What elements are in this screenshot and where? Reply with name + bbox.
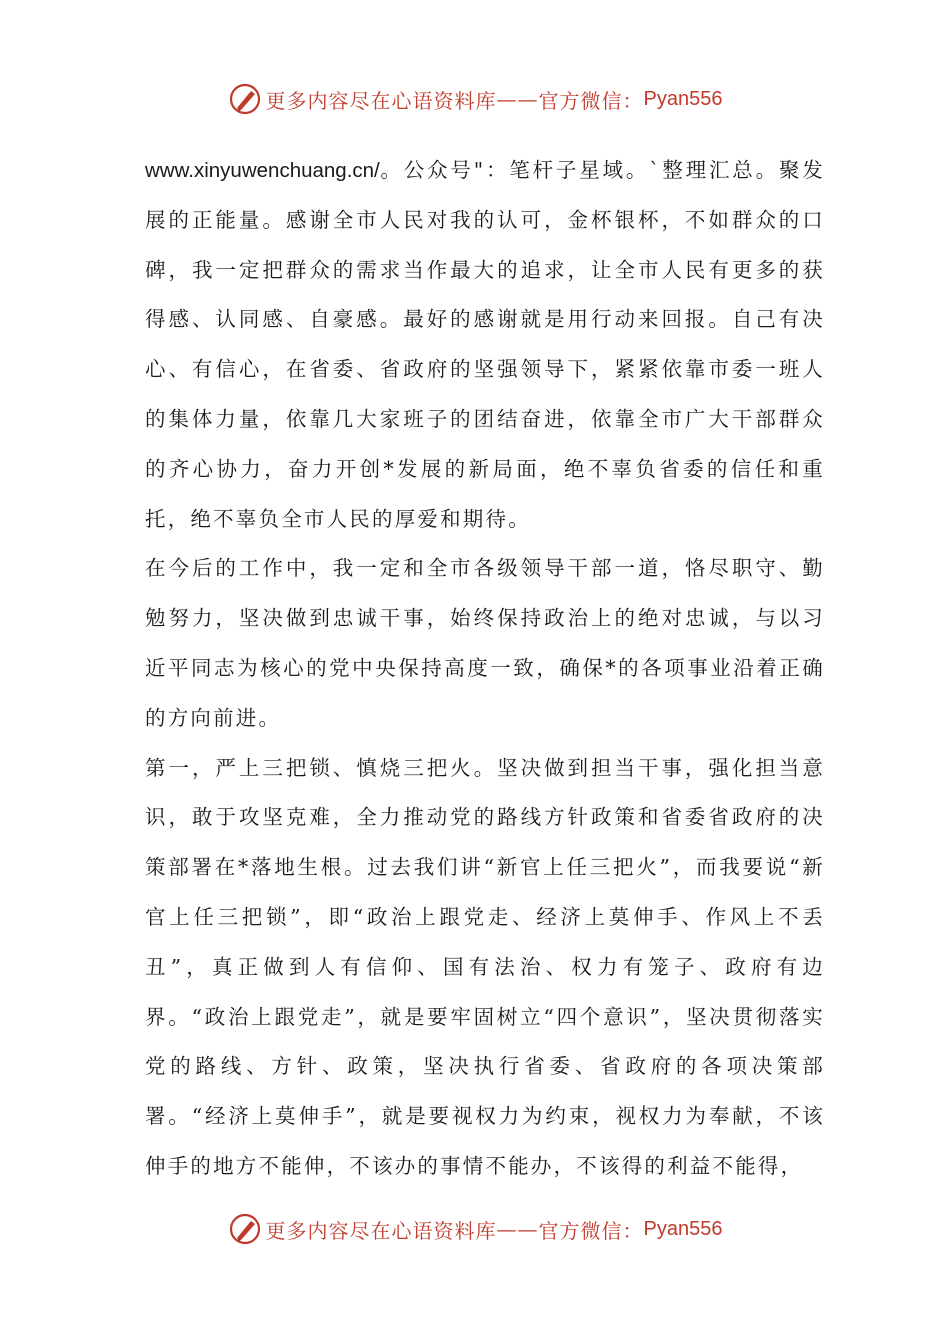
paragraph-2: 在今后的工作中，我一定和全市各级领导干部一道，恪尽职守、勤勉努力，坚决做到忠诚干事，始终保持政治上的绝对忠诚，与以习近平同志为核心的党中央保持高度一致，确保*的各项事业沿着正确的方向前进。: [145, 556, 825, 730]
header-ad-text: 更多内容尽在心语资料库: [265, 88, 497, 113]
paragraph-3: 第一，严上三把锁、慎烧三把火。坚决做到担当干事，强化担当意识，敢于攻坚克难，全力推动党的路线方针政策和省委省政府的决策部署在*落地生根。过去我们讲“新官上任三把火”，而我要说“新官上任三把锁”，即“政治上跟党走、经济上莫伸手、作风上不丢丑”，真正做到人有信仰、国有法治、权力有笼子、政府有边界。“政治上跟党走”，就是要牢固树立“四个意识”，坚决贯彻落实党的路线、方针、政策，坚决执行省委、省政府的各项决策部署。“经济上莫伸手”，就是要视权力为约束，视权力为奉献，不该伸手的地方不能伸，不该办的事情不能办，不该得的利益不能得，: [145, 755, 825, 1178]
pen-logo-icon: [228, 82, 262, 116]
paragraph-1: [145, 146, 825, 544]
header-dash: ——: [496, 87, 539, 111]
footer-dash: ——: [496, 1217, 539, 1241]
footer-ad-text: 更多内容尽在心语资料库: [265, 1218, 497, 1243]
website-url: www.xinyuwenchuang.cn/: [145, 159, 380, 182]
footer-wechat-id: Pyan556: [643, 1217, 723, 1240]
paragraph-1-text: 。公众号"：笔杆子星域。`整理汇总。聚发展的正能量。感谢全市人民对我的认可，金杯银杯，不如群众的口碑，我一定把群众的需求当作最大的追求，让全市人民有更多的获得感、认同感、自豪感。最好的感谢就是用行动来回报。自己有决心、有信心，在省委、省政府的坚强领导下，紧紧依靠市委一班人的集体力量，依靠几大家班子的团结奋进，依靠全市广大干部群众的齐心协力，奋力开创*发展的新局面，绝不辜负省委的信任和重托，绝不辜负全市人民的厚爱和期待。: [145, 158, 825, 531]
pen-logo-icon: [228, 1212, 262, 1246]
footer-banner: [0, 1212, 950, 1246]
header-wechat-label: 官方微信：: [538, 88, 644, 113]
header-banner: [0, 82, 950, 116]
document-body: [145, 146, 825, 1192]
footer-wechat-label: 官方微信：: [538, 1218, 644, 1243]
header-wechat-id: Pyan556: [643, 87, 723, 110]
